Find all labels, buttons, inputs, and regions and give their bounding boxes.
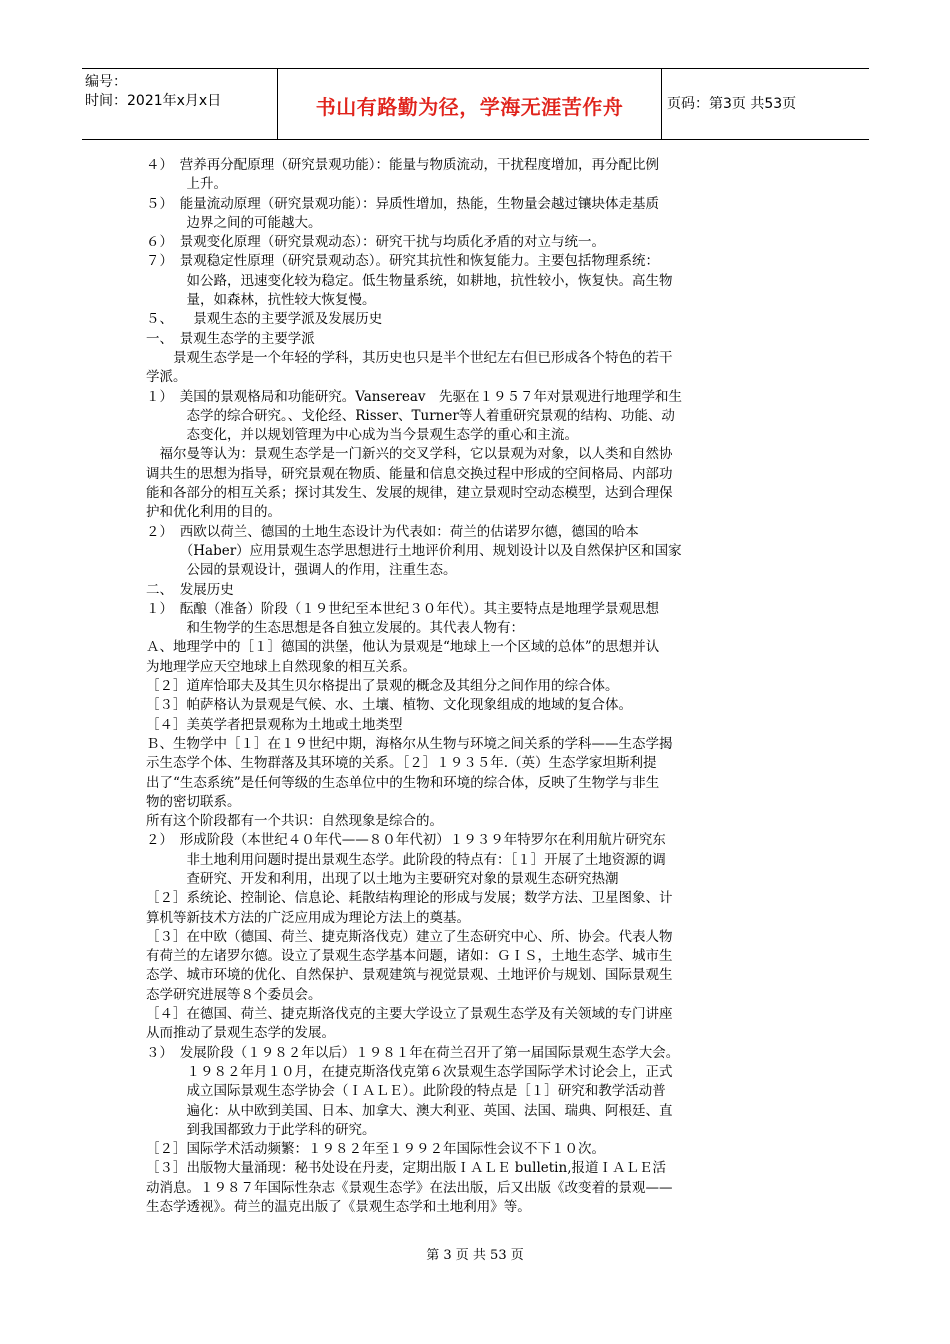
- text-line: ［２］国际学术活动频繁：１９８２年至１９９２年国际性会议不下１０次。: [146, 1141, 605, 1158]
- text-line: 和生物学的生态思想是各自独立发展的。其代表人物有：: [146, 620, 524, 637]
- document-body: [146, 156, 811, 1217]
- motto: 书山有路勤为径，学海无涯苦作舟: [315, 95, 624, 119]
- text-line: ４） 营养再分配原理（研究景观功能）：能量与物质流动，干扰程度增加，再分配比例: [146, 157, 659, 173]
- text-line: 调共生的思想为指导，研究景观在物质、能量和信息交换过程中形成的空间格局、内部功: [146, 465, 673, 482]
- text-line: １） 美国的景观格局和功能研究。Vansereav 先驱在１９５７年对景观进行地理学和生: [146, 388, 683, 405]
- header-meta: [82, 69, 277, 139]
- text-line: （Haber）应用景观生态学思想进行土地评价利用、规划设计以及自然保护区和国家: [146, 542, 682, 559]
- text-line: 福尔曼等认为：景观生态学是一门新兴的交叉学科，它以景观为对象，以人类和自然协: [146, 446, 673, 463]
- text-line: 上升。: [146, 176, 227, 193]
- text-line: １９８２年月１０月，在捷克斯洛伐克第６次景观生态学国际学术讨论会上，正式: [146, 1063, 673, 1080]
- text-line: 公园的景观设计，强调人的作用，注重生态。: [146, 562, 457, 579]
- text-line: ５、 景观生态的主要学派及发展历史: [146, 311, 383, 328]
- text-line: 护和优化利用的目的。: [146, 504, 281, 521]
- text-line: 到我国都致力于此学科的研究。: [146, 1121, 376, 1138]
- text-line: 态学的综合研究。、戈伦经、Risser、Turner等人着重研究景观的结构、功能、动: [146, 407, 675, 424]
- text-line: ［４］美英学者把景观称为土地或土地类型: [146, 716, 403, 733]
- text-line: 如公路，迅速变化较为稳定。低生物量系统，如耕地，抗性较小，恢复快。高生物: [146, 272, 673, 289]
- text-line: 非土地利用问题时提出景观生态学。此阶段的特点有：［１］开展了土地资源的调: [146, 851, 666, 868]
- text-line: ６） 景观变化原理（研究景观动态）：研究干扰与均质化矛盾的对立与统一。: [146, 234, 605, 251]
- text-line: ［３］出版物大量涌现：秘书处设在丹麦，定期出版ＩＡＬＥ bulletin,报道ＩＡＬＥ活: [146, 1160, 666, 1177]
- text-line: Ａ、地理学中的［１］德国的洪堡，他认为景观是“地球上一个区域的总体”的思想并认: [146, 639, 660, 656]
- text-line: 态学研究进展等８个委员会。: [146, 986, 322, 1003]
- text-line: 成立国际景观生态学协会（ＩＡＬＥ）。此阶段的特点是［１］研究和教学活动普: [146, 1083, 666, 1100]
- text-line: 所有这个阶段都有一个共识：自然现象是综合的。: [146, 813, 443, 830]
- text-line: 出了“生态系统”是任何等级的生态单位中的生物和环境的综合体，反映了生物学与非生: [146, 774, 660, 791]
- text-line: ［２］系统论、控制论、信息论、耗散结构理论的形成与发展；数学方法、卫星图象、计: [146, 890, 673, 907]
- code-label: 编号：: [85, 74, 127, 90]
- page-footer: 第 3 页 共 53 页: [426, 1248, 524, 1263]
- text-line: 为地理学应天空地球上自然现象的相互关系。: [146, 658, 416, 675]
- text-line: 遍化：从中欧到美国、日本、加拿大、澳大利亚、英国、法国、瑞典、阿根廷、直: [146, 1102, 673, 1119]
- text-line: ［３］帕萨格认为景观是气候、水、土壤、植物、文化现象组成的地域的复合体。: [146, 697, 632, 714]
- text-line: ３） 发展阶段（１９８２年以后）１９８１年在荷兰召开了第一届国际景观生态学大会。: [146, 1044, 680, 1061]
- text-line: 一、 景观生态学的主要学派: [146, 330, 315, 347]
- text-line: ５） 能量流动原理（研究景观功能）：异质性增加，热能，生物量会越过镶块体走基质: [146, 195, 659, 212]
- text-line: ７） 景观稳定性原理（研究景观动态）。研究其抗性和恢复能力。主要包括物理系统：: [146, 253, 659, 270]
- text-line: 生态学透视》。荷兰的温克出版了《景观生态学和土地利用》等。: [146, 1199, 531, 1216]
- text-line: 物的密切联系。: [146, 793, 241, 810]
- text-line: 二、 发展历史: [146, 581, 234, 598]
- time-label: 时间：2021年x月x日: [85, 93, 222, 109]
- text-line: 动消息。１９８７年国际性杂志《景观生态学》在法出版，后又出版《改变着的景观——: [146, 1179, 673, 1196]
- text-line: 从而推动了景观生态学的发展。: [146, 1025, 335, 1042]
- text-line: 态学、城市环境的优化、自然保护、景观建筑与视觉景观、土地评价与规划、国际景观生: [146, 967, 673, 984]
- text-line: 量，如森林，抗性较大恢复慢。: [146, 292, 376, 309]
- text-line: ［４］在德国、荷兰、捷克斯洛伐克的主要大学设立了景观生态学及有关领域的专门讲座: [146, 1006, 673, 1023]
- text-line: 态变化，并以规划管理为中心成为当今景观生态学的重心和主流。: [146, 427, 578, 444]
- text-line: 能和各部分的相互关系；探讨其发生、发展的规律，建立景观时空动态模型，达到合理保: [146, 485, 673, 502]
- header-motto-cell: [277, 69, 662, 139]
- page-header: [82, 68, 869, 140]
- text-line: １） 酝酿（准备）阶段（１９世纪至本世纪３０年代）。其主要特点是地理学景观思想: [146, 600, 659, 617]
- text-line: 示生态学个体、生物群落及其环境的关系。［２］１９３５年.（英）生态学家坦斯利提: [146, 755, 657, 772]
- text-line: 学派。: [146, 369, 187, 386]
- text-line: ［３］在中欧（德国、荷兰、捷克斯洛伐克）建立了生态研究中心、所、协会。代表人物: [146, 928, 673, 945]
- text-line: 算机等新技术方法的广泛应用成为理论方法上的奠基。: [146, 909, 470, 926]
- text-line: ２） 形成阶段（本世纪４０年代——８０年代初）１９３９年特罗尔在利用航片研究东: [146, 832, 666, 849]
- text-line: ［２］道库恰耶夫及其生贝尔格提出了景观的概念及其组分之间作用的综合体。: [146, 678, 619, 695]
- text-line: 边界之间的可能越大。: [146, 214, 322, 231]
- page-info: 页码：第3页 共53页: [667, 96, 797, 112]
- text-line: 有荷兰的左诸罗尔德。设立了景观生态学基本问题，诸如：ＧＩＳ，土地生态学、城市生: [146, 948, 673, 965]
- text-line: 景观生态学是一个年轻的学科，其历史也只是半个世纪左右但已形成各个特色的若干: [146, 349, 673, 366]
- text-line: 查研究、开发和利用，出现了以土地为主要研究对象的景观生态研究热潮: [146, 870, 619, 887]
- text-line: Ｂ、生物学中［１］在１９世纪中期，海格尔从生物与环境之间关系的学科——生态学揭: [146, 735, 673, 752]
- text-line: ２） 西欧以荷兰、德国的土地生态设计为代表如：荷兰的估诺罗尔德，德国的哈本: [146, 523, 639, 540]
